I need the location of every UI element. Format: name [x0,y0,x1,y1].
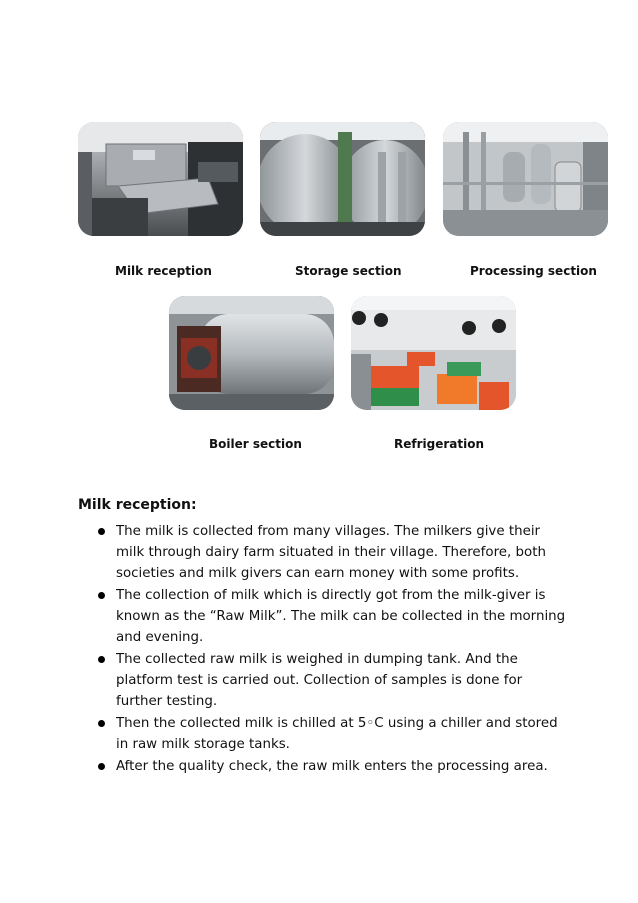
storage-section-photo [260,122,425,236]
refrigeration-photo [351,296,516,410]
bullet-icon [98,763,105,770]
boiler-section-photo [169,296,334,410]
list-item [96,649,566,712]
caption-processing-section: Processing section [470,264,597,278]
list-item [96,585,566,648]
caption-milk-reception: Milk reception [115,264,212,278]
list-item-text: After the quality check, the raw milk enters the processing area. [116,759,548,774]
caption-storage-section: Storage section [295,264,402,278]
list-item-text: The milk is collected from many villages. The milkers give their milk through dairy farm situated in their village. Therefore, both societies and milk givers can earn money with some profits. [116,524,546,581]
bullet-icon [98,656,105,663]
bullet-icon [98,720,105,727]
processing-section-photo [443,122,608,236]
list-item [96,713,566,755]
section-heading-milk-reception: Milk reception: [78,497,197,513]
list-item-text: Then the collected milk is chilled at 5◦C using a chiller and stored in raw milk storage tanks. [116,716,558,752]
list-item [96,521,566,584]
caption-boiler-section: Boiler section [209,437,302,451]
milk-reception-bullet-list [96,521,566,778]
list-item-text: The collected raw milk is weighed in dumping tank. And the platform test is carried out. Collection of samples is done for further testing. [116,652,523,709]
bullet-icon [98,528,105,535]
milk-reception-photo [78,122,243,236]
list-item [96,756,566,777]
caption-refrigeration: Refrigeration [394,437,485,451]
list-item-text: The collection of milk which is directly got from the milk-giver is known as the “Raw Milk”. The milk can be collected in the morning and evening. [116,588,566,645]
bullet-icon [98,592,105,599]
